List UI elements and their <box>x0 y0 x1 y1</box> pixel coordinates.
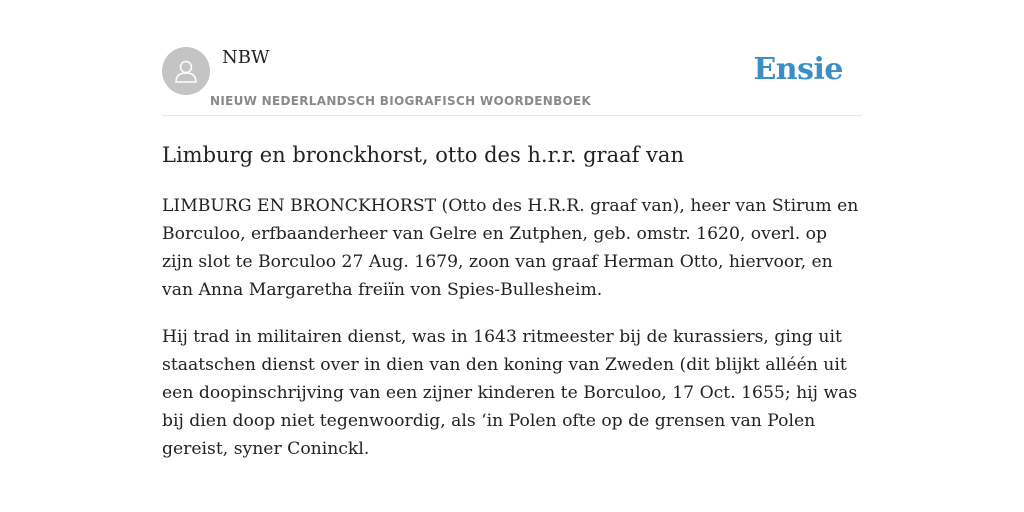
avatar[interactable] <box>162 47 210 95</box>
article-title: Limburg en bronckhorst, otto des h.r.r. graaf van <box>162 143 684 167</box>
article-body <box>162 192 862 482</box>
source-name[interactable]: NBW <box>222 47 270 68</box>
brand-logo[interactable]: Ensie <box>753 52 843 87</box>
article-paragraph: Hij trad in militairen dienst, was in 1643 ritmeester bij de kurassiers, ging uit staatschen dienst over in dien van den koning van Zweden (dit blijkt alléén uit een doopinschrijving van een zijner kinderen te Borculoo, 17 Oct. 1655; hij was bij dien doop niet tegenwoordig, als ‘in Polen ofte op de grensen van Polen gereist, syner Coninckl. <box>162 327 858 459</box>
user-icon <box>172 57 200 85</box>
source-header <box>162 46 862 116</box>
article-paragraph: LIMBURG EN BRONCKHORST (Otto des H.R.R. graaf van), heer van Stirum en Borculoo, erfbaanderheer van Gelre en Zutphen, geb. omstr. 1620, overl. op zijn slot te Borculoo 27 Aug. 1679, zoon van graaf Herman Otto, hiervoor, en van Anna Margaretha freiïn von Spies-Bullesheim. <box>162 196 859 300</box>
source-subtitle: NIEUW NEDERLANDSCH BIOGRAFISCH WOORDENBOEK <box>210 94 592 108</box>
